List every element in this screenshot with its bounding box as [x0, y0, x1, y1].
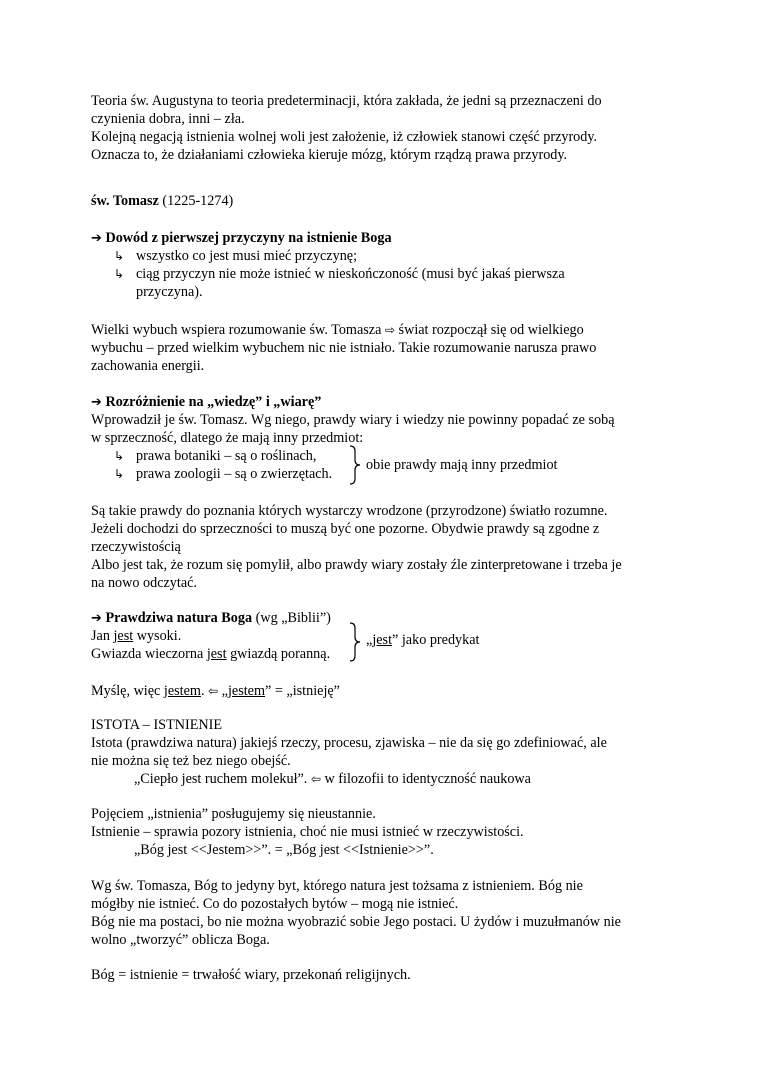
paragraph-line — [91, 321, 584, 339]
quote-line — [134, 770, 531, 788]
text-span: Myślę, więc — [91, 683, 164, 699]
section-title-text: Rozróżnienie na „wiedzę” i „wiarę” — [105, 394, 322, 410]
paragraph-line: Kolejną negacją istnienia wolnej woli jest założenie, iż człowiek stanowi część przyrody. — [91, 129, 598, 145]
list-item — [114, 247, 357, 265]
paragraph-line: Albo jest tak, że rozum się pomylił, albo prawdy wiary zostały źle zinterpretowane i trzeba je — [91, 557, 622, 573]
quote-line: „Bóg jest <<Jestem>>”. = „Bóg jest <<Istnienie>>”. — [134, 842, 434, 858]
list-item — [114, 465, 332, 483]
underlined-word: jestem — [227, 683, 266, 699]
text-span: w filozofii to identyczność naukowa — [320, 771, 531, 787]
underlined-word: jest — [372, 632, 393, 648]
brace-note: obie prawdy mają inny przedmiot — [366, 457, 558, 473]
bullet-arrow-icon: ↳ — [114, 249, 125, 263]
hollow-right-arrow-icon: ⇨ — [384, 323, 395, 337]
text-span: „ — [218, 683, 228, 699]
text-span: . — [200, 683, 209, 699]
paragraph-line: Istota (prawdziwa natura) jakiejś rzeczy, procesu, zjawiska – nie da się go zdefiniować, ale — [91, 735, 607, 751]
hollow-left-arrow-icon: ⇦ — [208, 684, 219, 698]
text-span: „ — [366, 632, 373, 648]
bullet-arrow-icon: ↳ — [114, 467, 125, 481]
curly-brace-icon — [348, 622, 362, 662]
section-title-dowod — [91, 229, 392, 248]
paragraph-line: Wprowadził je św. Tomasz. Wg niego, prawdy wiary i wiedzy nie powinny popadać ze sobą — [91, 412, 615, 428]
paragraph-line: w sprzeczność, dlatego że mają inny przedmiot: — [91, 430, 364, 446]
bullet-arrow-icon: ↳ — [114, 267, 125, 281]
paragraph-line: na nowo odczytać. — [91, 575, 197, 591]
heading-years: (1225-1274) — [158, 193, 234, 209]
istota-heading: ISTOTA – ISTNIENIE — [91, 717, 223, 733]
underlined-word: jest — [206, 646, 227, 662]
list-item-continuation: przyczyna). — [136, 284, 203, 300]
section-title-prawdziwa-natura — [91, 609, 331, 628]
bullet-arrow-icon: ↳ — [114, 449, 125, 463]
text-span: ” = „istnieję” — [265, 683, 340, 699]
paragraph-line: Jeżeli dochodzi do sprzeczności to muszą być one pozorne. Obydwie prawdy są zgodne z — [91, 521, 600, 537]
right-arrow-icon: ➔ — [91, 231, 102, 246]
section-title-suffix: (wg „Biblii”) — [252, 610, 331, 626]
list-item-text: prawa zoologii – są o zwierzętach. — [136, 466, 333, 482]
paragraph-line: Bóg nie ma postaci, bo nie można wyobrazić sobie Jego postaci. U żydów i muzułmanów nie — [91, 914, 621, 930]
paragraph-line: mógłby nie istnieć. Co do pozostałych bytów – mogą nie istnieć. — [91, 896, 459, 912]
list-item — [114, 265, 565, 283]
paragraph-line: zachowania energii. — [91, 358, 205, 374]
text-span: wysoki. — [133, 628, 182, 644]
text-span: ” jako predykat — [392, 632, 480, 648]
paragraph-line: Teoria św. Augustyna to teoria predeterminacji, która zakłada, że jedni są przeznaczeni do — [91, 93, 602, 109]
example-line — [91, 627, 181, 645]
list-item-text: ciąg przyczyn nie może istnieć w nieskończoność (musi być jakaś pierwsza — [136, 266, 565, 282]
text-span: Gwiazda wieczorna — [91, 646, 207, 662]
text-span: gwiazdą poranną. — [226, 646, 331, 662]
paragraph-line: Wg św. Tomasza, Bóg to jedyny byt, którego natura jest tożsama z istnieniem. Bóg nie — [91, 878, 583, 894]
brace-note — [366, 631, 479, 649]
section-title-text: Prawdziwa natura Boga — [105, 610, 253, 626]
section-heading-tomasz — [91, 192, 233, 210]
right-arrow-icon: ➔ — [91, 611, 102, 626]
text-span: Wielki wybuch wspiera rozumowanie św. Tomasza — [91, 322, 385, 338]
underlined-word: jest — [113, 628, 134, 644]
text-span: „Ciepło jest ruchem molekuł”. — [134, 771, 311, 787]
paragraph-line: nie można się też bez niego obejść. — [91, 753, 291, 769]
example-line — [91, 645, 330, 663]
curly-brace-icon — [348, 445, 362, 485]
paragraph-line: Oznacza to, że działaniami człowieka kieruje mózg, którym rządzą prawa przyrody. — [91, 147, 568, 163]
text-span: świat rozpoczął się od wielkiego — [395, 322, 584, 338]
paragraph-line: rzeczywistością — [91, 539, 181, 555]
underlined-word: jestem — [163, 683, 201, 699]
list-item-text: prawa botaniki – są o roślinach, — [136, 448, 317, 464]
right-arrow-icon: ➔ — [91, 395, 102, 410]
list-item — [114, 447, 316, 465]
paragraph-line: Istnienie – sprawia pozory istnienia, choć nie musi istnieć w rzeczywistości. — [91, 824, 524, 840]
section-title-rozroznienie — [91, 393, 321, 412]
paragraph-line: czynienia dobra, inni – zła. — [91, 111, 245, 127]
section-title-text: Dowód z pierwszej przyczyny na istnienie Boga — [105, 230, 392, 246]
text-span: Jan — [91, 628, 114, 644]
paragraph-line: wolno „tworzyć” oblicza Boga. — [91, 932, 270, 948]
cogito-line — [91, 682, 340, 700]
hollow-left-arrow-icon: ⇦ — [310, 772, 321, 786]
list-item-text: wszystko co jest musi mieć przyczynę; — [136, 248, 358, 264]
paragraph-line: Pojęciem „istnienia” posługujemy się nieustannie. — [91, 806, 376, 822]
heading-name: św. Tomasz — [91, 193, 159, 209]
final-line: Bóg = istnienie = trwałość wiary, przekonań religijnych. — [91, 967, 411, 983]
paragraph-line: Są takie prawdy do poznania których wystarczy wrodzone (przyrodzone) światło rozumne. — [91, 503, 608, 519]
paragraph-line: wybuchu – przed wielkim wybuchem nic nie istniało. Takie rozumowanie narusza prawo — [91, 340, 597, 356]
